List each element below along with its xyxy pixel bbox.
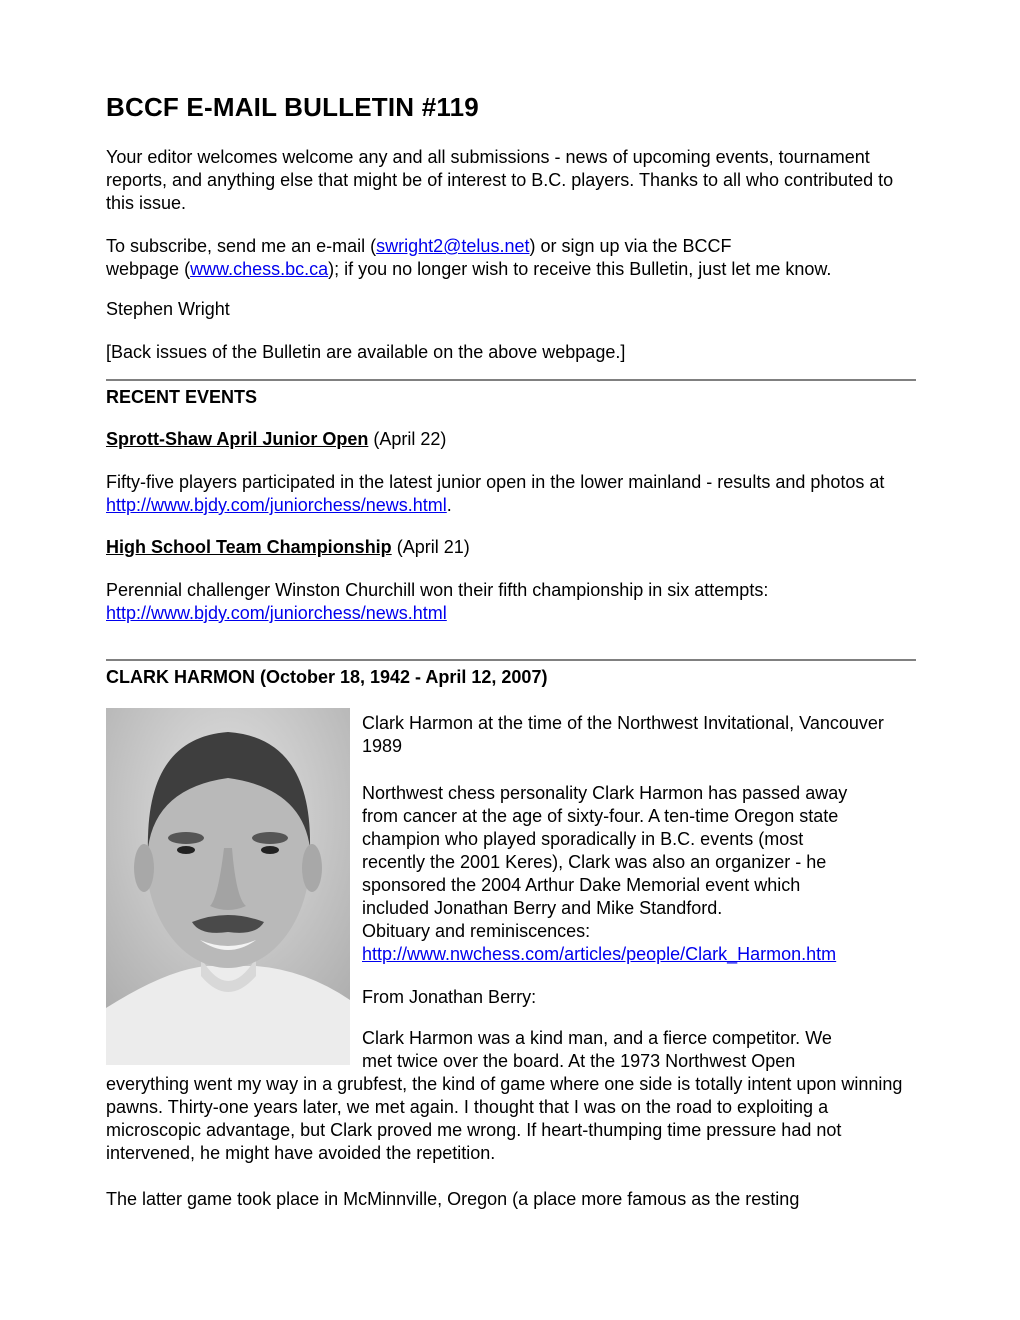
obituary-link[interactable]: http://www.nwchess.com/articles/people/Clark_Harmon.htm [362,944,837,964]
obit-line: Northwest chess personality Clark Harmon has passed away [362,783,848,803]
event-name: High School Team Championship [106,537,392,557]
divider [106,379,916,381]
from-berry-label: From Jonathan Berry: [362,987,537,1007]
harmon-heading: CLARK HARMON (October 18, 1942 - April 12, 2007) [106,667,548,687]
obit-line: from cancer at the age of sixty-four. A ten-time Oregon state [362,806,839,826]
obituary-paragraph [362,782,922,966]
obit-line: sponsored the 2004 Arthur Dake Memorial event which [362,875,801,895]
event-body-text: Fifty-five players participated in the latest junior open in the lower mainland - results and photos at [106,472,885,492]
subscribe-text-c: webpage ( [106,259,191,279]
latter-game-paragraph: The latter game took place in McMinnville, Oregon (a place more famous as the resting [106,1189,800,1209]
event-date: (April 21) [396,537,470,557]
berry-wrapped-lines [362,1027,922,1073]
event-date: (April 22) [373,429,447,449]
event-title-high-school [106,536,916,559]
berry-line: met twice over the board. At the 1973 Northwest Open [362,1051,796,1071]
website-link[interactable]: www.chess.bc.ca [190,259,329,279]
subscribe-text-d: ); if you no longer wish to receive this Bulletin, just let me know. [328,259,832,279]
back-issues-note: [Back issues of the Bulletin are available on the above webpage.] [106,342,626,362]
subscribe-paragraph [106,235,916,281]
intro-paragraph: Your editor welcomes welcome any and all submissions - news of upcoming events, tournament reports, and anything else that might be of interest to B.C. players. Thanks to all who contributed to this issue. [106,147,894,213]
obit-line: recently the 2001 Keres), Clark was also an organizer - he [362,852,827,872]
divider [106,659,916,661]
photo-caption: Clark Harmon at the time of the Northwest Invitational, Vancouver 1989 [362,713,884,756]
portrait-illustration [106,708,350,1065]
subscribe-text-b: ) or sign up via the BCCF [529,236,732,256]
event-body-text: Perennial challenger Winston Churchill won their fifth championship in six attempts: [106,580,769,600]
berry-line: Clark Harmon was a kind man, and a fierce competitor. We [362,1028,832,1048]
subscribe-text-a: To subscribe, send me an e-mail ( [106,236,377,256]
recent-events-heading: RECENT EVENTS [106,387,258,407]
event-name: Sprott-Shaw April Junior Open [106,429,369,449]
event-body-end: . [446,495,452,515]
event-title-sprott-shaw [106,428,916,451]
junior-news-link[interactable]: http://www.bjdy.com/juniorchess/news.html [106,495,447,515]
email-link[interactable]: swright2@telus.net [376,236,530,256]
event-body-high-school [106,579,916,625]
page-title: BCCF E-MAIL BULLETIN #119 [106,92,479,122]
clark-harmon-photo [106,708,350,1065]
obit-line: Obituary and reminiscences: [362,921,591,941]
obit-line: champion who played sporadically in B.C. events (most [362,829,804,849]
junior-news-link[interactable]: http://www.bjdy.com/juniorchess/news.html [106,603,447,623]
event-body-sprott-shaw [106,471,916,517]
obit-line: included Jonathan Berry and Mike Standford. [362,898,723,918]
signature: Stephen Wright [106,299,230,319]
berry-paragraph: everything went my way in a grubfest, the kind of game where one side is totally intent upon winning pawns. Thirty-one years later, we met again. I thought that I was on the road to exploiting a microscopic advantage, but Clark proved me wrong. If heart-thumping time pressure had not intervened, he might have avoided the repetition. [106,1074,903,1163]
